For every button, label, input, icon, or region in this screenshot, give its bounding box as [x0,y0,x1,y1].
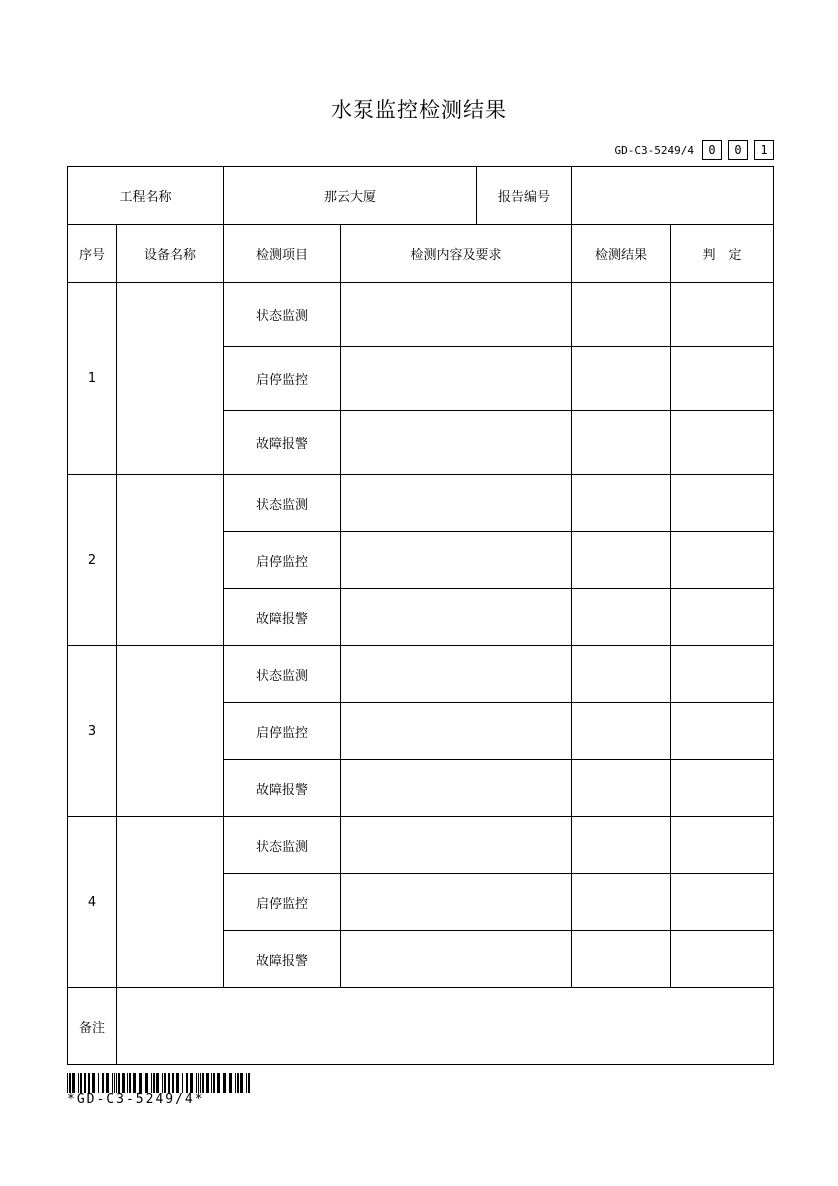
barcode-bar [190,1073,193,1093]
seq-header: 序号 [68,225,117,283]
barcode-bar [122,1073,125,1093]
check-item-cell: 启停监控 [224,703,341,760]
check-item-cell: 状态监测 [224,646,341,703]
check-content-cell [341,532,572,589]
column-header-row [68,225,774,283]
header-row [68,167,774,225]
judgement-cell [671,703,774,760]
check-content-header: 检测内容及要求 [341,225,572,283]
report-number-value [572,167,774,225]
judgement-header: 判 定 [671,225,774,283]
check-result-cell [572,817,671,874]
check-content-cell [341,411,572,475]
seq-cell: 2 [68,475,117,646]
check-content-cell [341,874,572,931]
barcode-bar [116,1073,117,1093]
check-item-cell: 故障报警 [224,589,341,646]
barcode-bar [248,1073,250,1093]
check-result-cell [572,283,671,347]
seq-cell: 1 [68,283,117,475]
barcode-bar [78,1073,79,1093]
judgement-cell [671,760,774,817]
judgement-cell [671,931,774,988]
table-row [68,283,774,347]
check-result-cell [572,760,671,817]
device-name-header: 设备名称 [117,225,224,283]
form-digit-box: 0 [728,140,748,160]
judgement-cell [671,347,774,411]
barcode-bar [206,1073,209,1093]
check-item-cell: 启停监控 [224,347,341,411]
barcode-bar [92,1073,95,1093]
check-content-cell [341,817,572,874]
remarks-label: 备注 [68,988,117,1065]
check-content-cell [341,347,572,411]
barcode-bar [114,1073,115,1093]
check-item-cell: 故障报警 [224,760,341,817]
barcode-bar [118,1073,120,1093]
barcode-bar [88,1073,90,1093]
barcode-bar [246,1073,247,1093]
page-title: 水泵监控检测结果 [331,98,507,122]
barcode-bar [196,1073,197,1093]
check-item-cell: 状态监测 [224,475,341,532]
judgement-cell [671,589,774,646]
barcode-bar [84,1073,86,1093]
barcode-bar [217,1073,220,1093]
judgement-cell [671,283,774,347]
barcode-bar [164,1073,166,1093]
barcode-bar [156,1073,159,1093]
barcode-bar [202,1073,204,1093]
check-result-cell [572,347,671,411]
check-result-cell [572,589,671,646]
barcode-bar [112,1073,113,1093]
check-item-cell: 状态监测 [224,283,341,347]
project-name-value: 那云大厦 [224,167,477,225]
form-code: GD-C3-5249/4 [614,143,694,157]
barcode-bar [162,1073,163,1093]
check-item-cell: 故障报警 [224,411,341,475]
check-content-cell [341,646,572,703]
check-content-cell [341,703,572,760]
barcode-bar [133,1073,136,1093]
barcode-bar [200,1073,201,1093]
barcode-bar [102,1073,104,1093]
check-result-cell [572,931,671,988]
inspection-table [67,166,774,1065]
seq-cell: 4 [68,817,117,988]
barcode-bar [72,1073,75,1093]
barcode-bar [176,1073,179,1093]
check-item-cell: 故障报警 [224,931,341,988]
barcode-image [67,1073,251,1093]
form-code-line [615,140,774,160]
form-digit-box: 1 [754,140,774,160]
judgement-cell [671,411,774,475]
barcode-bar [172,1073,174,1093]
judgement-cell [671,874,774,931]
barcode-bar [151,1073,152,1093]
judgement-cell [671,817,774,874]
barcode-bar [211,1073,212,1093]
barcode-bar [186,1073,188,1093]
barcode-bar [145,1073,148,1093]
report-number-label: 报告编号 [477,167,572,225]
check-content-cell [341,283,572,347]
barcode-bar [98,1073,99,1093]
barcode-bar [106,1073,109,1093]
barcode-bar [182,1073,183,1093]
barcode-bar [223,1073,226,1093]
device-name-cell [117,475,224,646]
check-content-cell [341,589,572,646]
barcode-bar [213,1073,215,1093]
device-name-cell [117,283,224,475]
check-result-cell [572,874,671,931]
judgement-cell [671,475,774,532]
table-row [68,646,774,703]
barcode-bar [235,1073,236,1093]
barcode-text: *GD-C3-5249/4* [67,1092,205,1107]
barcode-bar [168,1073,170,1093]
device-name-cell [117,817,224,988]
barcode-bar [69,1073,71,1093]
check-result-cell [572,411,671,475]
device-name-cell [117,646,224,817]
check-result-header: 检测结果 [572,225,671,283]
check-content-cell [341,931,572,988]
judgement-cell [671,532,774,589]
judgement-cell [671,646,774,703]
barcode-bar [139,1073,142,1093]
check-item-cell: 状态监测 [224,817,341,874]
remarks-cell [117,988,774,1065]
check-content-cell [341,760,572,817]
seq-cell: 3 [68,646,117,817]
form-digit-box: 0 [702,140,722,160]
table-row [68,817,774,874]
barcode-bar [129,1073,131,1093]
barcode-bar [237,1073,239,1093]
remarks-row [68,988,774,1065]
barcode-bar [127,1073,128,1093]
check-item-cell: 启停监控 [224,532,341,589]
barcode-bar [198,1073,199,1093]
barcode-bar [240,1073,243,1093]
check-result-cell [572,532,671,589]
check-result-cell [572,703,671,760]
check-result-cell [572,646,671,703]
barcode-bar [80,1073,82,1093]
barcode-bar [229,1073,232,1093]
check-content-cell [341,475,572,532]
table-row [68,475,774,532]
check-result-cell [572,475,671,532]
check-item-header: 检测项目 [224,225,341,283]
project-name-label: 工程名称 [68,167,224,225]
check-item-cell: 启停监控 [224,874,341,931]
barcode-bar [153,1073,155,1093]
barcode-bar [67,1073,68,1093]
